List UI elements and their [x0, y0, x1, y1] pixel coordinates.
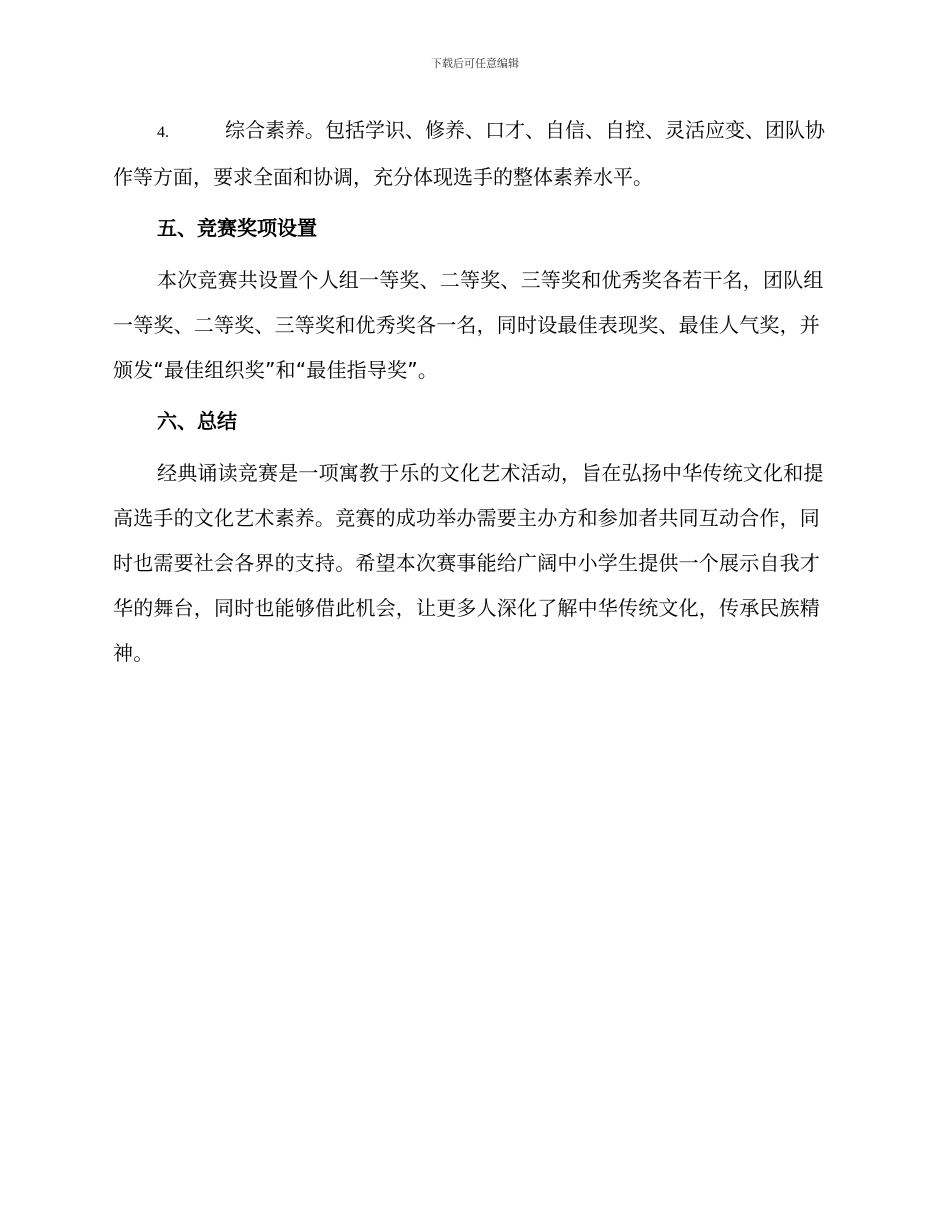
list-item-text: 综合素养。包括学识、修养、口才、自信、自控、灵活应变、团队协作等方面，要求全面和协调，充分体现选手的整体素养水平。 — [113, 118, 825, 189]
section-heading-summary: 六、总结 — [157, 409, 237, 433]
list-item-number: 4. — [157, 124, 169, 141]
paragraph-summary: 经典诵读竞赛是一项寓教于乐的文化艺术活动，旨在弘扬中华传统文化和提高选手的文化艺术素养。竞赛的成功举办需要主办方和参加者共同互动合作，同时也需要社会各界的支持。希望本次赛事能给广阔中小学生提供一个展示自我才华的舞台，同时也能够借此机会，让更多人深化了解中华传统文化，传承民族精神。 — [113, 461, 824, 665]
document-body — [113, 108, 833, 676]
section-heading-awards: 五、竞赛奖项设置 — [157, 216, 317, 240]
paragraph-awards: 本次竞赛共设置个人组一等奖、二等奖、三等奖和优秀奖各若干名，团队组一等奖、二等奖、三等奖和优秀奖各一名，同时设最佳表现奖、最佳人气奖，并颁发“最佳组织奖”和“最佳指导奖”。 — [113, 268, 824, 382]
list-item-4 — [113, 108, 833, 200]
page-header: 下载后可任意编辑 — [431, 57, 519, 70]
